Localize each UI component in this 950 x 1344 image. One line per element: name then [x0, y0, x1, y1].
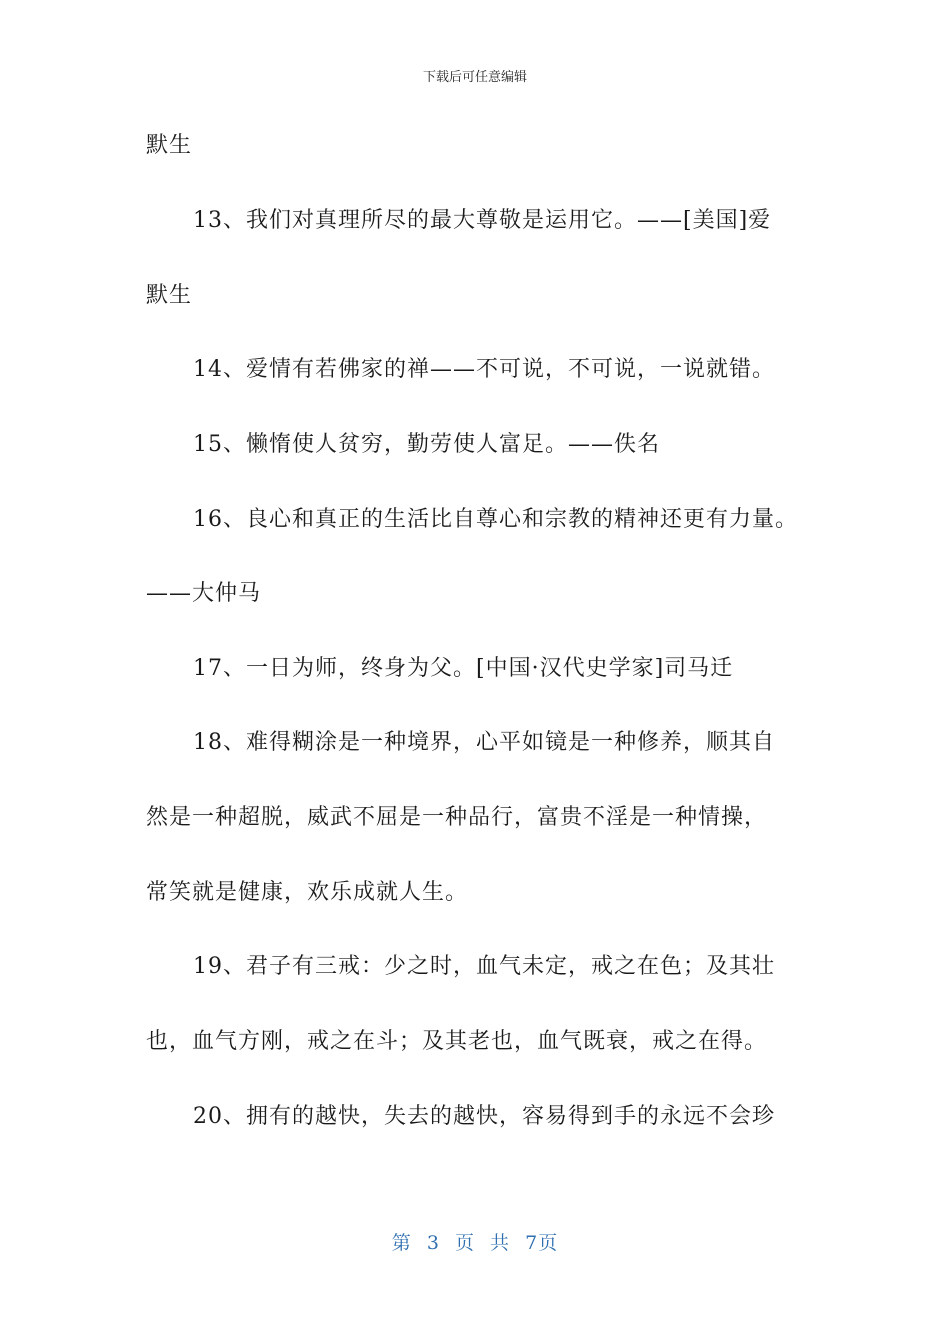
footer-total-pages: 7页	[525, 1232, 559, 1254]
text-line: 14、爱情有若佛家的禅——不可说，不可说，一说就错。	[193, 357, 775, 382]
text-line: 13、我们对真理所尽的最大尊敬是运用它。——[美国]爱	[193, 208, 772, 233]
text-line: 默生	[146, 133, 193, 158]
text-line: ——大仲马	[146, 581, 262, 606]
text-line: 16、良心和真正的生活比自尊心和宗教的精神还更有力量。	[193, 507, 798, 532]
page-footer	[0, 1228, 950, 1255]
text-line: 常笑就是健康，欢乐成就人生。	[146, 880, 469, 905]
page-header: 下载后可任意编辑	[422, 70, 527, 85]
text-line: 20、拥有的越快，失去的越快，容易得到手的永远不会珍	[193, 1104, 775, 1129]
footer-current-page: 3	[426, 1232, 440, 1254]
footer-page-unit: 页	[454, 1232, 475, 1254]
text-line: 17、一日为师，终身为父。[中国·汉代史学家]司马迁	[193, 656, 734, 681]
text-line: 默生	[146, 283, 193, 308]
footer-page-label: 第	[391, 1232, 412, 1254]
text-line: 18、难得糊涂是一种境界，心平如镜是一种修养，顺其自	[193, 730, 775, 755]
text-line: 15、懒惰使人贫穷，勤劳使人富足。——佚名	[193, 432, 660, 457]
text-line: 也，血气方刚，戒之在斗；及其老也，血气既衰，戒之在得。	[146, 1029, 768, 1054]
footer-total-label: 共	[490, 1232, 511, 1254]
text-line: 然是一种超脱，威武不屈是一种品行，富贵不淫是一种情操，	[146, 805, 768, 830]
text-line: 19、君子有三戒：少之时，血气未定，戒之在色；及其壮	[193, 954, 775, 979]
